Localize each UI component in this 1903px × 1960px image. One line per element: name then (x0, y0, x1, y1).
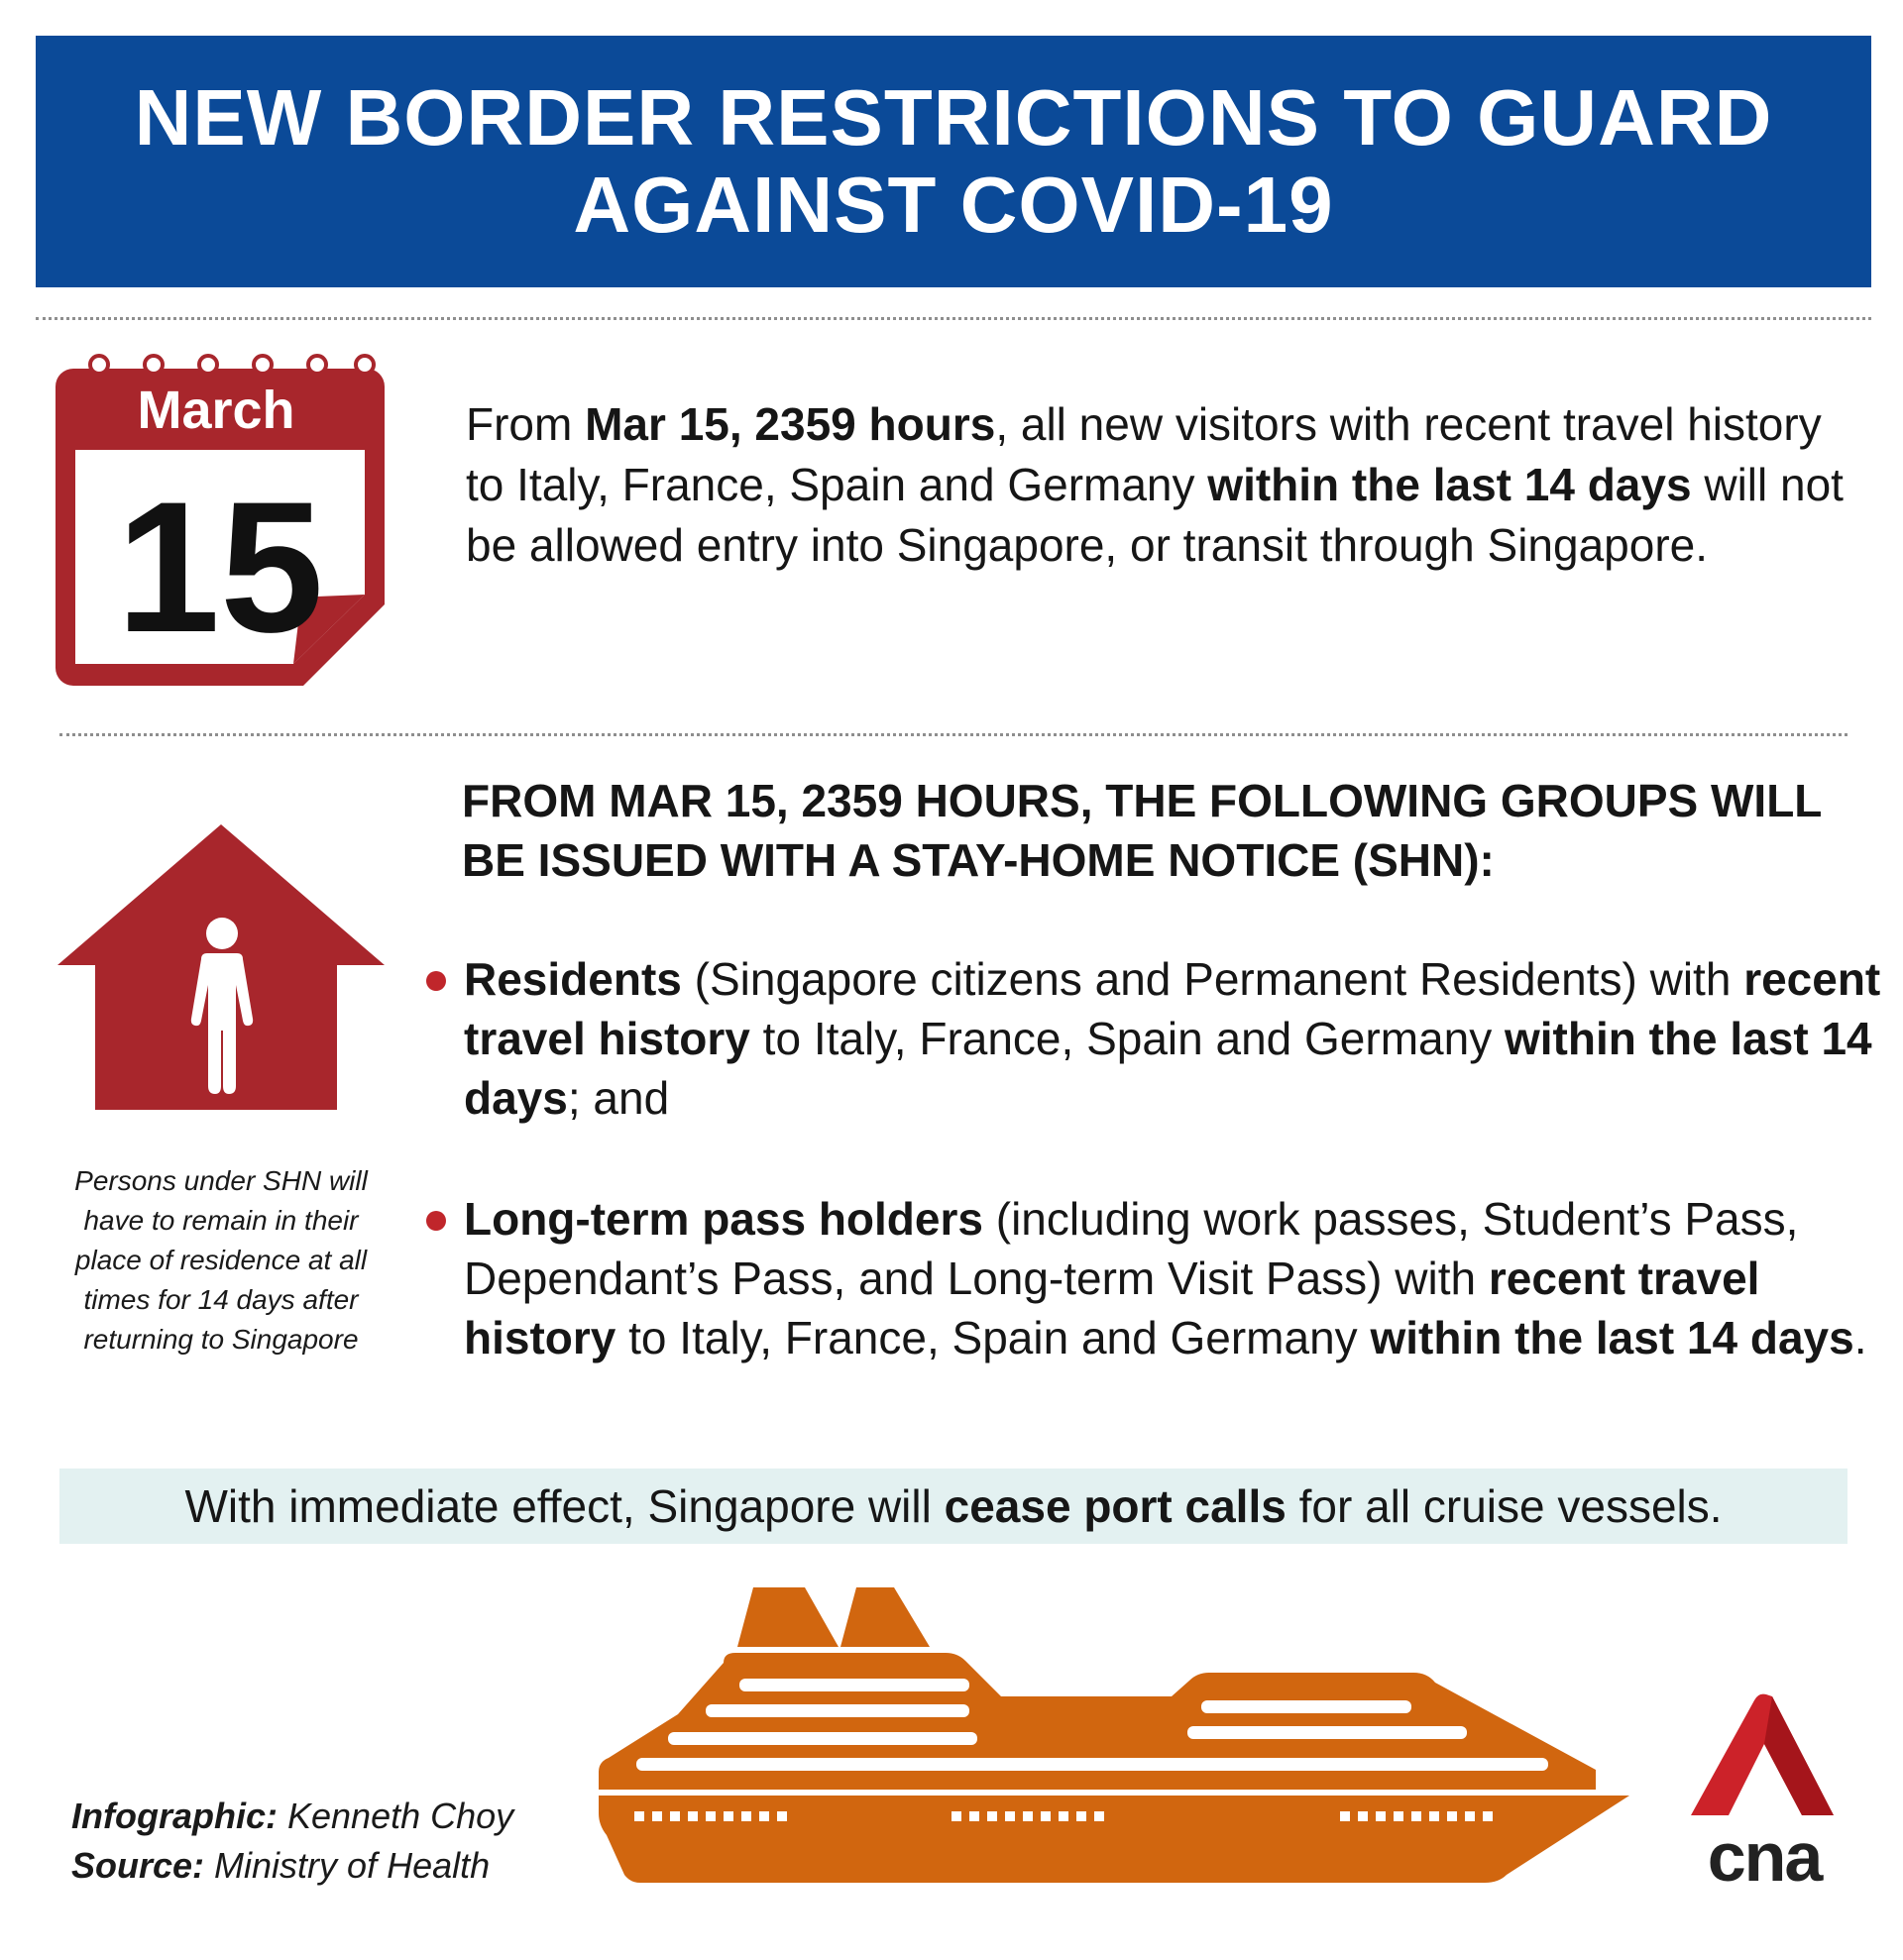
cruise-text-emphasis: cease port calls (944, 1480, 1287, 1532)
ship-window (670, 1811, 680, 1821)
house-person-icon (56, 820, 387, 1114)
visitors-notice (466, 394, 1853, 576)
ship-window (1094, 1811, 1104, 1821)
ship-window (969, 1811, 979, 1821)
bullet-emphasis: within the last 14 days (464, 1013, 1872, 1124)
calendar-day: 15 (116, 463, 324, 671)
credit-source (71, 1841, 513, 1891)
bullet-plain: to Italy, France, Spain and Germany (749, 1013, 1505, 1064)
ship-window (1059, 1811, 1068, 1821)
ship-window (759, 1811, 769, 1821)
ship-window (688, 1811, 698, 1821)
bullet-dot-icon (426, 1211, 446, 1231)
calendar-month: March (137, 381, 295, 440)
ship-window (1465, 1811, 1475, 1821)
ship-window (1376, 1811, 1386, 1821)
ship-window (652, 1811, 662, 1821)
ship-windows (634, 1811, 1493, 1821)
bullet-plain: . (1853, 1312, 1867, 1363)
ship-window (1005, 1811, 1015, 1821)
ship-window (741, 1811, 751, 1821)
bullet-text (464, 949, 1883, 1128)
ship-window (952, 1811, 961, 1821)
shn-heading: FROM MAR 15, 2359 HOURS, THE FOLLOWING GROUPS WILL BE ISSUED WITH A STAY-HOME NOTICE (SHN): (462, 775, 1822, 886)
notice-text: , all new visitors with recent travel history to Italy, France, Spain and Germany (466, 398, 1822, 510)
bullet-emphasis: Long-term pass holders (464, 1193, 983, 1245)
cruise-notice-bar (59, 1469, 1847, 1544)
credit-label: Source: (71, 1845, 205, 1886)
ship-window (1483, 1811, 1493, 1821)
ship-window (1076, 1811, 1086, 1821)
notice-text: will not be allowed entry into Singapore, or transit through Singapore. (466, 459, 1844, 571)
ship-window (1340, 1811, 1350, 1821)
credit-value: Ministry of Health (204, 1845, 491, 1886)
bullet-plain: (Singapore citizens and Permanent Residents) with (681, 953, 1744, 1005)
ship-window (987, 1811, 997, 1821)
credit-label: Infographic: (71, 1796, 278, 1836)
cruise-notice (184, 1476, 1722, 1536)
ship-window (1429, 1811, 1439, 1821)
page-title: NEW BORDER RESTRICTIONS TO GUARD AGAINST COVID-19 (134, 73, 1773, 249)
ship-window (1358, 1811, 1368, 1821)
notice-text: From (466, 398, 586, 450)
credit-value: Kenneth Choy (277, 1796, 514, 1836)
header-banner (36, 36, 1871, 287)
ship-window (1394, 1811, 1403, 1821)
bullet-text (464, 1189, 1883, 1367)
notice-emphasis: Mar 15, 2359 hours (585, 398, 996, 450)
bullet-plain: (including work passes, Student’s Pass, Dependant’s Pass, and Long-term Visit Pass) with (464, 1193, 1799, 1304)
ship-window (1411, 1811, 1421, 1821)
credits (71, 1792, 513, 1891)
cna-logo-text: cna (1707, 1818, 1822, 1891)
ship-window (1447, 1811, 1457, 1821)
bullet-emphasis: recent travel history (464, 953, 1881, 1064)
list-item (426, 949, 1883, 1128)
ship-window (1041, 1811, 1051, 1821)
bullet-plain: ; and (567, 1072, 670, 1124)
calendar-icon (52, 349, 389, 701)
cruise-text-plain: for all cruise vessels. (1286, 1480, 1723, 1532)
divider (36, 317, 1871, 320)
cruise-text-plain: With immediate effect, Singapore will (184, 1480, 945, 1532)
ship-window (1023, 1811, 1033, 1821)
notice-emphasis: within the last 14 days (1207, 459, 1692, 510)
ship-window (634, 1811, 644, 1821)
list-item (426, 1189, 1883, 1367)
bullet-dot-icon (426, 971, 446, 991)
bullet-emphasis: Residents (464, 953, 682, 1005)
bullet-plain: to Italy, France, Spain and Germany (616, 1312, 1371, 1363)
divider (59, 733, 1847, 736)
bullet-emphasis: recent travel history (464, 1252, 1760, 1363)
ship-window (724, 1811, 733, 1821)
ship-window (777, 1811, 787, 1821)
cna-logo-icon (1685, 1692, 1844, 1891)
shn-caption: Persons under SHN will have to remain in their place of residence at all times for 14 days after returning to Singapore (74, 1165, 368, 1355)
credit-infographic (71, 1792, 513, 1841)
ship-window (706, 1811, 716, 1821)
bullet-emphasis: within the last 14 days (1370, 1312, 1854, 1363)
cruise-ship-icon (595, 1587, 1635, 1895)
